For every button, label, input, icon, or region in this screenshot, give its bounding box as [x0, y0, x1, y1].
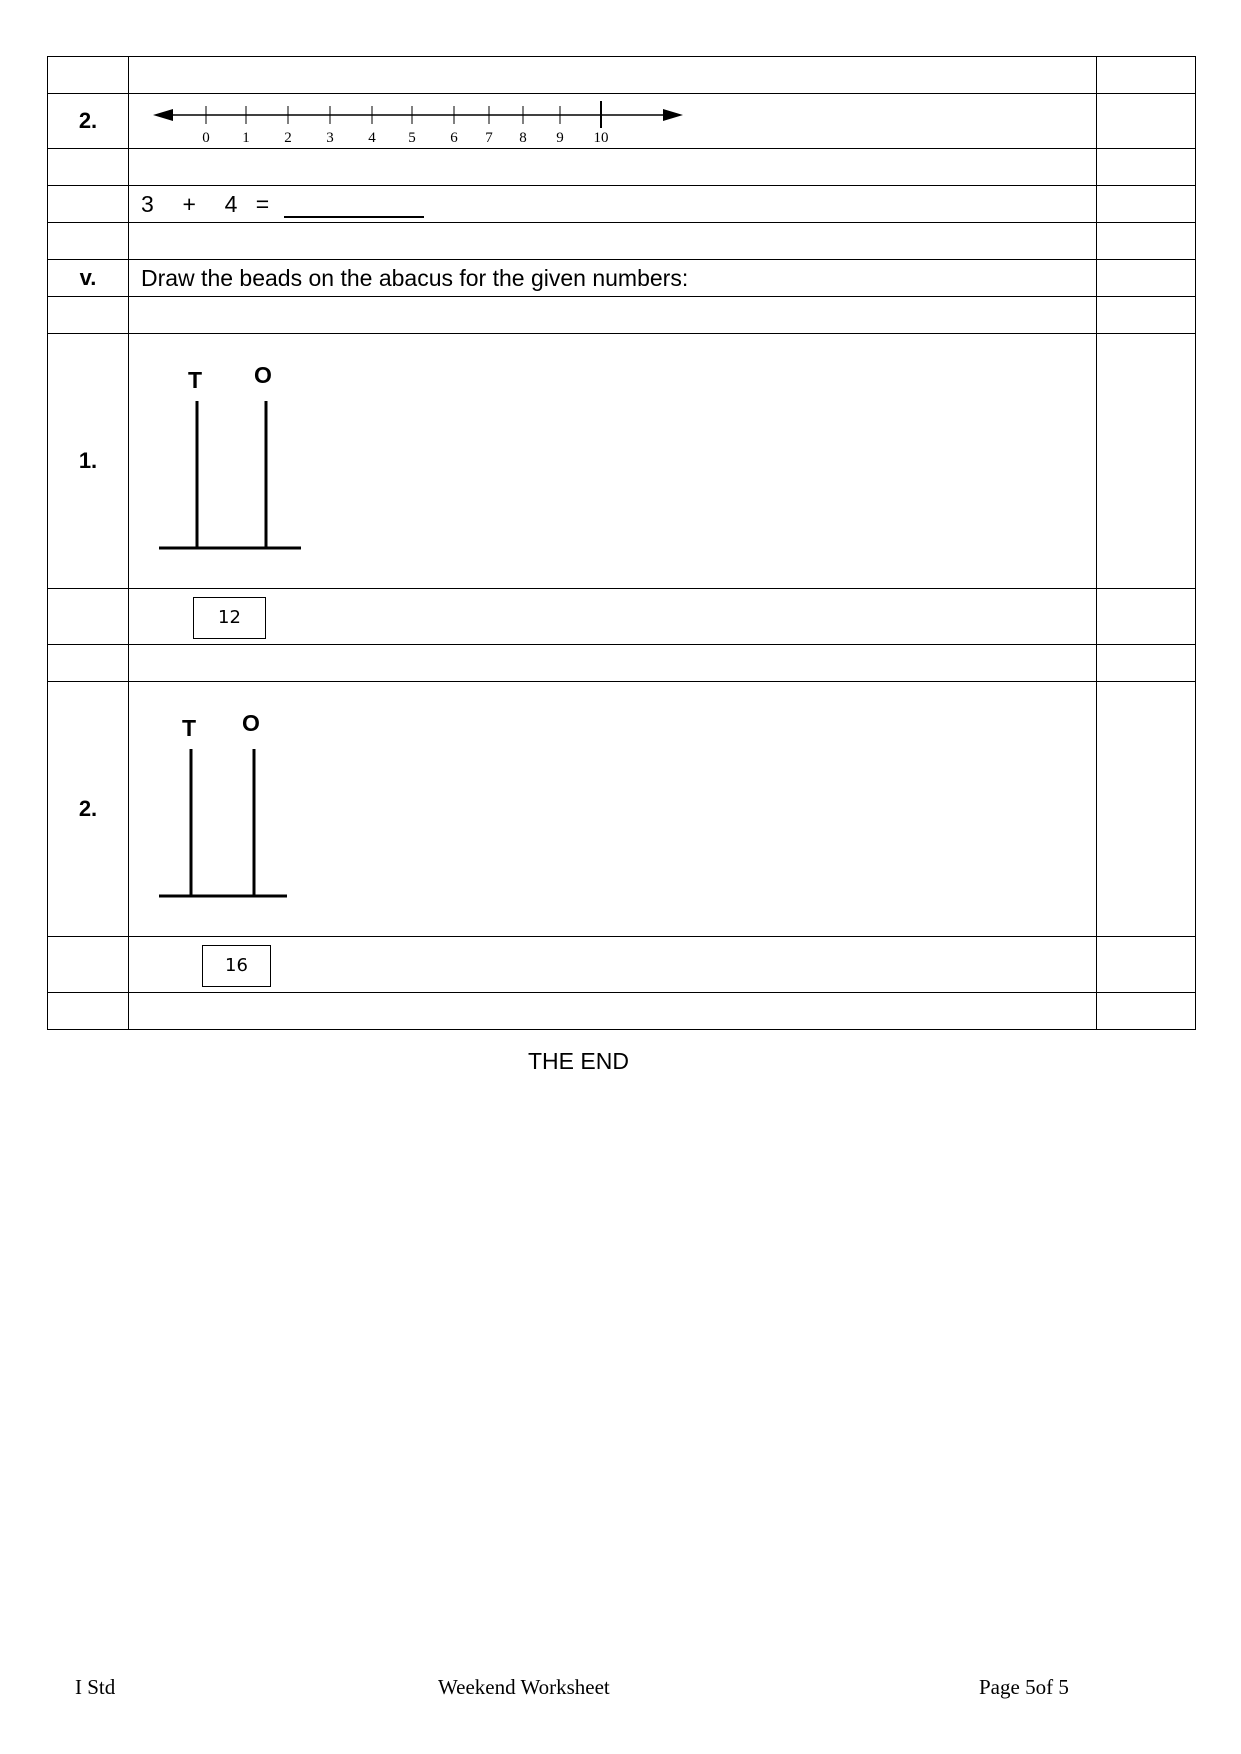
number-line-label: 8	[519, 130, 527, 146]
table-row	[48, 645, 1196, 682]
number-line-label: 6	[450, 130, 458, 146]
table-row	[48, 334, 1196, 589]
number-line-label: 0	[202, 130, 210, 146]
number-line-label: 1	[242, 130, 250, 146]
question-number: 1.	[48, 334, 129, 589]
number-line	[151, 98, 711, 146]
operand-a: 3	[141, 190, 154, 217]
number-line-label: 3	[326, 130, 334, 146]
operand-b: 4	[224, 190, 238, 217]
table-row	[48, 94, 1196, 149]
table-row	[48, 223, 1196, 260]
footer-title: Weekend Worksheet	[438, 1675, 610, 1699]
number-box: 16	[202, 945, 271, 987]
equals-sign: =	[255, 190, 270, 217]
tens-label: T	[187, 367, 203, 393]
table-row	[48, 682, 1196, 937]
number-line-label: 10	[593, 130, 609, 146]
table-row	[48, 57, 1196, 94]
abacus-drawing	[159, 702, 329, 917]
section-instruction: Draw the beads on the abacus for the given numbers:	[129, 260, 1097, 297]
number-line-label: 4	[368, 130, 376, 146]
table-row	[48, 589, 1196, 645]
number-line-label: 9	[556, 130, 564, 146]
right-arrow-icon	[663, 109, 683, 121]
number-box: 12	[193, 597, 266, 639]
ones-label: O	[242, 710, 260, 736]
section-number: v.	[48, 260, 129, 297]
footer-page: Page 5of 5	[979, 1675, 1069, 1699]
worksheet-table	[47, 56, 1196, 1030]
abacus-drawing	[159, 354, 329, 569]
footer-class: I Std	[75, 1675, 116, 1699]
question-number: 2.	[48, 94, 129, 149]
table-row	[48, 149, 1196, 186]
number-line-label: 5	[408, 130, 416, 146]
table-row	[48, 186, 1196, 223]
tens-label: T	[181, 715, 197, 741]
table-row	[48, 993, 1196, 1030]
table-row	[48, 260, 1196, 297]
table-row	[48, 937, 1196, 993]
number-line-label: 7	[485, 130, 493, 146]
answer-blank[interactable]	[284, 196, 424, 218]
question-number: 2.	[48, 682, 129, 937]
equation	[129, 186, 1097, 223]
number-line-label: 2	[284, 130, 292, 146]
left-arrow-icon	[153, 109, 173, 121]
operator: +	[182, 190, 196, 217]
table-row	[48, 297, 1196, 334]
ones-label: O	[254, 362, 272, 388]
the-end: THE END	[528, 1048, 629, 1074]
